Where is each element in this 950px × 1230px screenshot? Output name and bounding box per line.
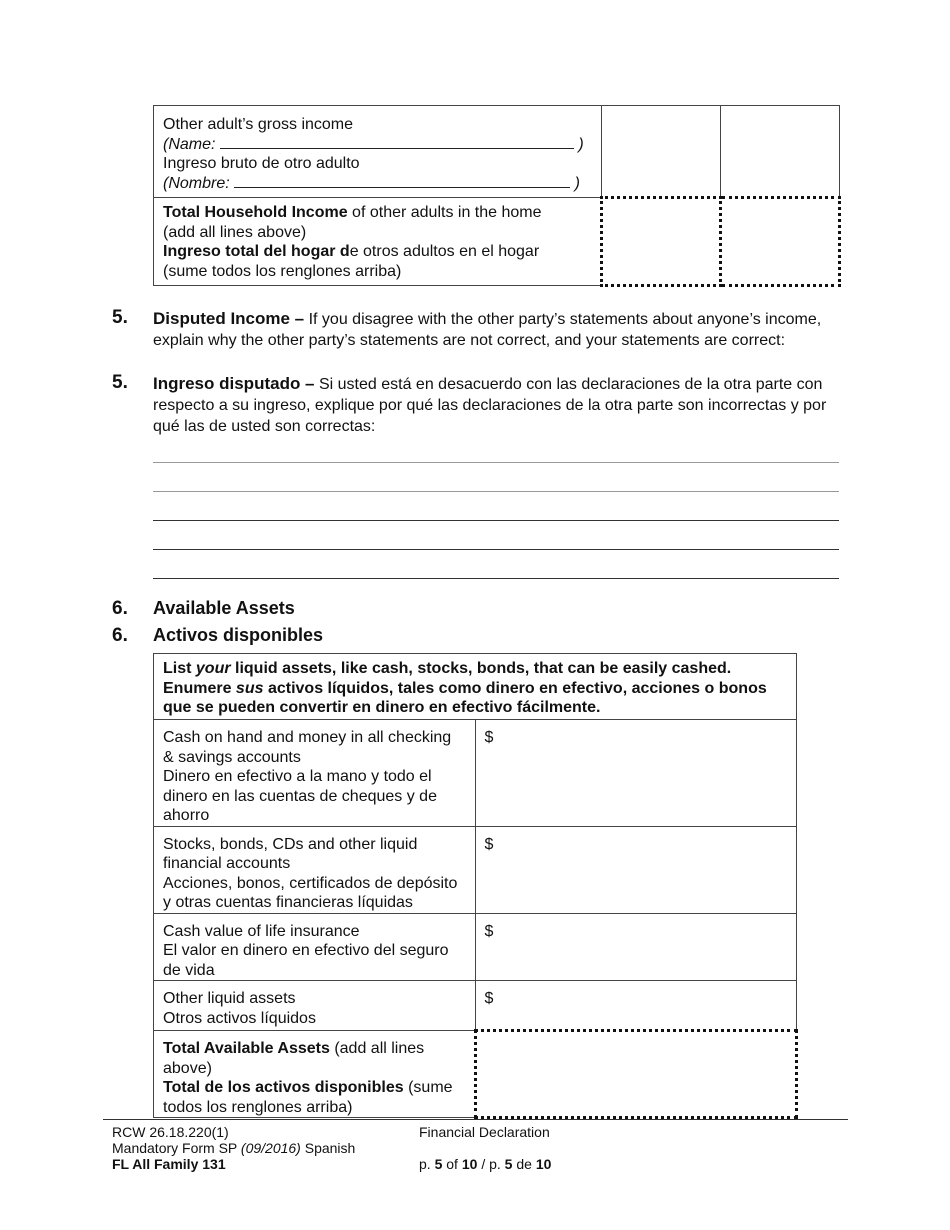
total-assets-label-es: Total de los activos disponibles (163, 1079, 404, 1096)
page-current: 5 (434, 1156, 443, 1172)
other-adult-income-amount-2[interactable] (721, 106, 840, 198)
footer-left (112, 1124, 355, 1172)
total-household-income-desc-es: e otros adultos en el hogar (349, 243, 540, 260)
asset-label: Other liquid assets (163, 990, 296, 1007)
close-paren: ) (574, 174, 580, 192)
asset-label-cell (154, 826, 476, 913)
section-text: If you disagree with the other party’s statements about anyone’s income, explain why the other party’s statements are not correct, and your statements are correct: (153, 311, 822, 349)
section-text: Si usted está en desacuerdo con las declaraciones de la otra parte con respecto a su ingreso, explique por qué las declaraciones de la otra parte son incorrectas y por qué las de usted son correctas: (153, 376, 827, 435)
asset-label: Stocks, bonds, CDs and other liquid financial accounts (163, 835, 418, 872)
asset-row-life-insurance (154, 913, 797, 981)
header-text: liquid assets, like cash, stocks, bonds, that can be easily cashed. (230, 660, 732, 677)
page-total-es: 10 (535, 1156, 552, 1172)
dollar-sign: $ (484, 922, 494, 940)
page-label: p. (419, 1156, 431, 1172)
footer-form-lang: Spanish (300, 1140, 356, 1156)
section-number: 6. (112, 598, 128, 619)
asset-amount-input[interactable] (475, 720, 797, 827)
name-label: (Name: (163, 135, 216, 153)
total-assets-label: Total Available Assets (163, 1040, 330, 1057)
asset-label-cell (154, 913, 476, 981)
footer-form: Mandatory Form SP (112, 1140, 241, 1156)
header-text: List (163, 660, 196, 677)
total-household-income-amount-2[interactable] (721, 198, 840, 286)
answer-line[interactable] (153, 549, 839, 550)
asset-label-es: Acciones, bonos, certificados de depósito y otras cuentas financieras líquidas (163, 874, 458, 911)
page-current-es: 5 (504, 1156, 513, 1172)
section-number: 5. (112, 307, 128, 328)
footer-title: Financial Declaration (419, 1124, 550, 1140)
asset-row-other (154, 981, 797, 1031)
asset-label: Cash on hand and money in all checking & savings accounts (163, 729, 452, 766)
footer-rcw: RCW 26.18.220(1) (112, 1124, 229, 1140)
section-heading: Ingreso disputado – (153, 374, 315, 393)
asset-label-cell (154, 981, 476, 1031)
section-title: Available Assets (153, 598, 295, 618)
section-number: 5. (112, 372, 128, 393)
page-of: of (446, 1156, 458, 1172)
total-assets-amount-input[interactable] (475, 1031, 797, 1118)
page-de: de (516, 1156, 532, 1172)
footer-form-id: FL All Family 131 (112, 1156, 226, 1172)
total-household-income-label: Total Household Income (163, 204, 348, 221)
answer-line[interactable] (153, 462, 839, 463)
other-adult-income-label: Other adult’s gross income (163, 116, 354, 133)
total-assets-note-es: (sume todos los renglones arriba) (163, 1079, 453, 1116)
page-label-es: / p. (481, 1156, 501, 1172)
answer-line[interactable] (153, 491, 839, 492)
footer-page-number (419, 1156, 551, 1172)
total-assets-note: (add all lines above) (163, 1040, 425, 1077)
header-text-es: Enumere (163, 679, 236, 697)
header-emphasis-es: sus (235, 679, 264, 697)
asset-row-cash (154, 720, 797, 827)
total-household-income-label-es: Ingreso total del hogar d (163, 243, 350, 260)
asset-label-cell (154, 720, 476, 827)
total-available-assets-row (154, 1031, 797, 1118)
total-household-income-label-cell (154, 198, 602, 286)
asset-label: Cash value of life insurance (163, 922, 360, 940)
section-title: Activos disponibles (153, 625, 324, 645)
assets-table-header (154, 654, 797, 720)
header-text-es: activos líquidos, tales como dinero en efectivo, acciones o bonos que se pueden convertir en dinero en efectivo fácilmente. (163, 679, 767, 716)
asset-amount-input[interactable] (475, 826, 797, 913)
add-all-lines-note: (add all lines above) (163, 223, 307, 241)
nombre-input-line[interactable] (234, 174, 570, 188)
answer-line[interactable] (153, 520, 839, 521)
dollar-sign: $ (484, 729, 494, 746)
other-adult-income-label-cell (154, 106, 602, 198)
total-assets-label-cell (154, 1031, 476, 1118)
close-paren: ) (578, 135, 584, 153)
page-total: 10 (461, 1156, 478, 1172)
section-heading: Disputed Income – (153, 309, 305, 328)
other-adult-income-amount-1[interactable] (602, 106, 721, 198)
nombre-label: (Nombre: (163, 174, 230, 192)
other-adult-income-label-es: Ingreso bruto de otro adulto (163, 155, 360, 172)
asset-label-es: Dinero en efectivo a la mano y todo el dinero en las cuentas de cheques y de ahorro (163, 768, 437, 824)
footer-divider (103, 1119, 848, 1120)
asset-amount-input[interactable] (475, 913, 797, 981)
section-number: 6. (112, 625, 128, 646)
asset-label-es: El valor en dinero en efectivo del seguro de vida (163, 942, 449, 979)
other-adults-income-table (153, 105, 841, 287)
answer-line[interactable] (153, 578, 839, 579)
asset-amount-input[interactable] (475, 981, 797, 1031)
footer-form-date: (09/2016) (240, 1140, 301, 1156)
available-assets-table (153, 653, 798, 1119)
asset-row-stocks (154, 826, 797, 913)
name-input-line[interactable] (220, 135, 574, 149)
total-household-income-desc: of other adults in the home (347, 204, 542, 221)
asset-label-es: Otros activos líquidos (163, 1009, 316, 1027)
dollar-sign: $ (484, 990, 494, 1007)
header-emphasis: your (195, 660, 231, 677)
dollar-sign: $ (484, 835, 494, 853)
total-household-income-amount-1[interactable] (602, 198, 721, 286)
add-all-lines-note-es: (sume todos los renglones arriba) (163, 262, 402, 280)
